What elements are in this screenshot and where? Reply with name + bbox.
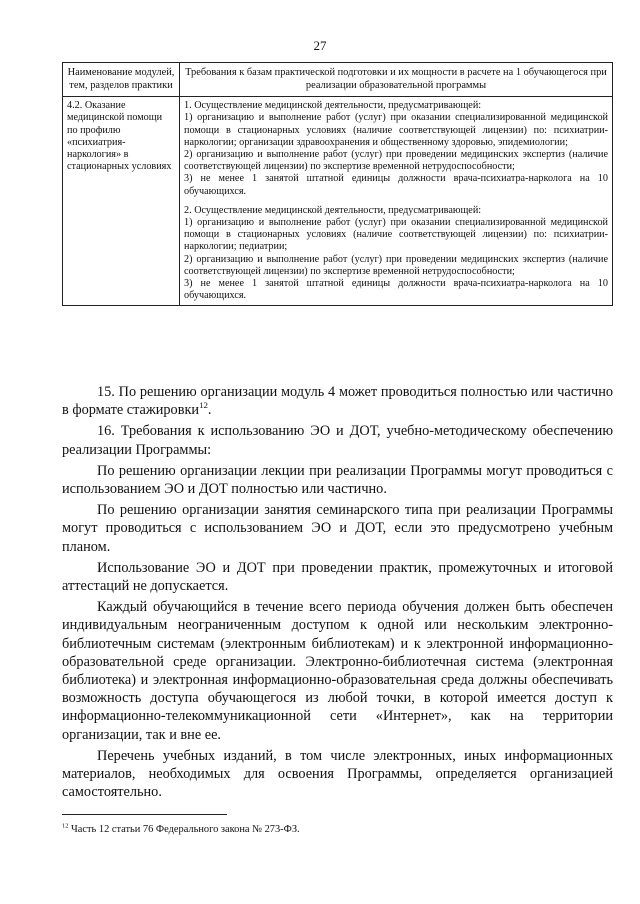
list-item: 1) организацию и выполнение работ (услуг) при оказании специализированной медицинской помощи в стационарных условиях (наличие соответствующей лицензии) по: психиатрии-наркологии; организации здравоохранения и общественному здоровью, эпидемиологии; — [184, 112, 608, 148]
body-text — [62, 383, 613, 804]
page-number: 27 — [313, 38, 327, 53]
table-row — [63, 97, 613, 306]
footnote-text: Часть 12 статьи 76 Федерального закона № 273-ФЗ. — [68, 824, 300, 835]
paragraph-seminars: По решению организации занятия семинарского типа при реализации Программы могут проводиться с использованием ЭО и ДОТ, если это предусмотрено учебным планом. — [62, 502, 613, 555]
footnote-marker: 12 — [62, 822, 69, 830]
table-header-module: Наименование модулей, тем, разделов практики — [63, 63, 180, 97]
footnote — [62, 824, 300, 835]
list-item: 3) не менее 1 занятой штатной единицы должности врача-психиатра-нарколога на 10 обучающихся. — [184, 278, 608, 302]
paragraph-practices: Использование ЭО и ДОТ при проведении практик, промежуточных и итоговой аттестаций не допускается. — [62, 559, 613, 595]
block-title: 1. Осуществление медицинской деятельности, предусматривающей: — [184, 100, 482, 112]
requirements-cell — [180, 97, 613, 306]
table-header-row — [63, 63, 613, 97]
paragraph-16: 16. Требования к использованию ЭО и ДОТ, учебно-методическому обеспечению реализации Программы: — [62, 423, 613, 458]
footnote-ref: 12 — [199, 400, 208, 411]
paragraph-materials: Перечень учебных изданий, в том числе электронных, иных информационных материалов, необходимых для освоения Программы, определяется организацией самостоятельно. — [62, 747, 613, 801]
requirements-block-2 — [184, 205, 608, 303]
module-name-cell: 4.2. Оказание медицинской помощи по профилю «психиатрия-наркология» в стационарных условиях — [63, 97, 180, 306]
list-item: 2) организацию и выполнение работ (услуг) при проведении медицинских экспертиз (наличие соответствующей лицензии) по экспертизе временной нетрудоспособности; — [184, 253, 608, 277]
footnote-separator — [62, 814, 227, 815]
requirements-table — [62, 62, 613, 306]
paragraph-library-access: Каждый обучающийся в течение всего периода обучения должен быть обеспечен индивидуальным неограниченным доступом к одной или нескольким электронно-библиотечным системам (электронным библиотекам) и к электронной информационно-образовательной среде организации. Электронно-библиотечная система (электронная библиотека) и электронная информационно-образовательная среда должны обеспечивать возможность доступа обучающегося из любой точки, в которой имеется доступ к информационно-телекоммуникационной сети «Интернет», как на территории организации, так и вне ее. — [62, 599, 613, 743]
table-header-requirements: Требования к базам практической подготовки и их мощности в расчете на 1 обучающегося при реализации образовательной программы — [180, 63, 613, 97]
list-item: 1) организацию и выполнение работ (услуг) при оказании специализированной медицинской помощи в стационарных условиях (наличие соответствующей лицензии) по: психиатрии-наркологии; педиатрии; — [184, 217, 608, 253]
list-item: 2) организацию и выполнение работ (услуг) при проведении медицинских экспертиз (наличие соответствующей лицензии) по экспертизе временной нетрудоспособности; — [184, 149, 608, 173]
list-item: 3) не менее 1 занятой штатной единицы должности врача-психиатра-нарколога на 10 обучающихся. — [184, 173, 608, 197]
requirements-block-1 — [184, 100, 608, 198]
paragraph-15: 15. По решению организации модуль 4 может проводиться полностью или частично в формате стажировки$^{12}$. — [62, 384, 613, 419]
block-title: 2. Осуществление медицинской деятельности, предусматривающей: — [184, 204, 482, 216]
paragraph-lectures: По решению организации лекции при реализации Программы могут проводиться с использованием ЭО и ДОТ полностью или частично. — [62, 462, 613, 498]
